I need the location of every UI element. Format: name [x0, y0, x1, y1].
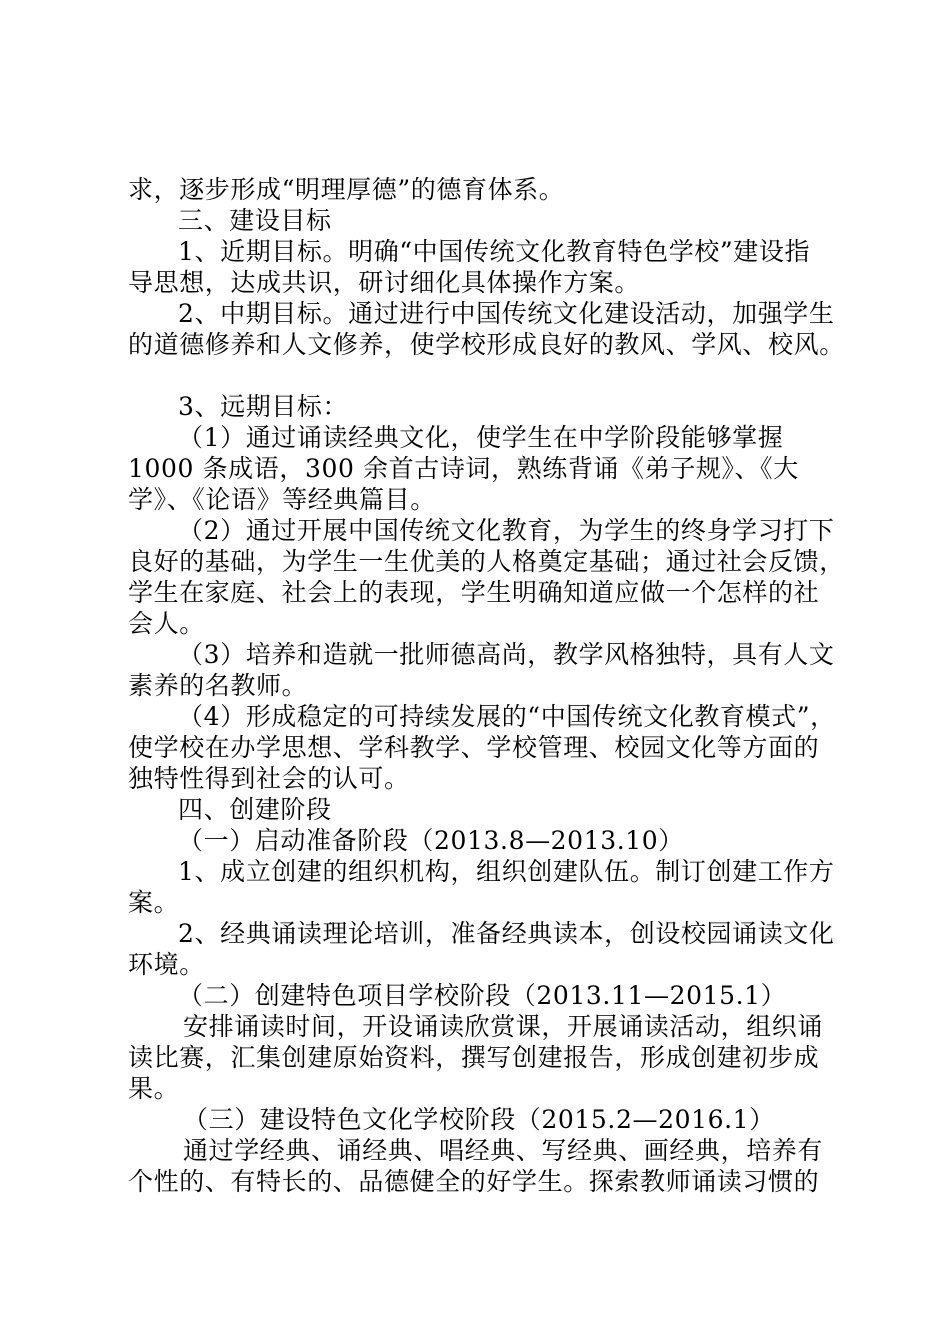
text-line: （4）形成稳定的可持续发展的“中国传统文化教育模式”，: [178, 702, 836, 731]
text-line: 个性的、有特长的、品德健全的好学生。探索教师诵读习惯的: [128, 1167, 820, 1196]
text-line: 的道德修养和人文修养，使学校形成良好的教风、学风、校风。: [128, 330, 845, 359]
text-line: 1、成立创建的组织机构，组织创建队伍。制订创建工作方: [178, 857, 835, 886]
document-body: [128, 174, 850, 1197]
text-line: 独特性得到社会的认可。: [128, 764, 410, 793]
text-line: 良好的基础，为学生一生优美的人格奠定基础；通过社会反馈，: [128, 547, 845, 576]
text-line: 会人。: [128, 609, 205, 638]
text-line: 1、近期目标。明确“中国传统文化教育特色学校”建设指: [178, 237, 811, 266]
text-line: 通过学经典、诵经典、唱经典、写经典、画经典，培养有: [183, 1136, 824, 1165]
subsection-heading: （三）建设特色文化学校阶段（2015.2—2016.1）: [183, 1105, 775, 1134]
subsection-heading: （一）启动准备阶段（2013.8—2013.10）: [178, 826, 684, 855]
text-line: 1000 条成语，300 余首古诗词，熟练背诵《弟子规》、《大: [128, 454, 799, 483]
blank-line: [128, 360, 850, 391]
text-line: 学生在家庭、社会上的表现，学生明确知道应做一个怎样的社: [128, 578, 820, 607]
text-line: 读比赛，汇集创建原始资料，撰写创建报告，形成创建初步成: [128, 1043, 820, 1072]
section-heading: 四、创建阶段: [178, 795, 332, 824]
text-line: 安排诵读时间，开设诵读欣赏课，开展诵读活动，组织诵: [183, 1012, 824, 1041]
text-line: （3）培养和造就一批师德高尚，教学风格独特，具有人文: [178, 640, 835, 669]
text-line: 导思想，达成共识，研讨细化具体操作方案。: [128, 268, 641, 297]
text-line: 学》、《论语》等经典篇目。: [128, 485, 436, 514]
text-line: 果。: [128, 1074, 180, 1103]
text-line: （2）通过开展中国传统文化教育，为学生的终身学习打下: [178, 516, 835, 545]
text-line: 3、远期目标：: [178, 392, 349, 421]
text-line: 案。: [128, 888, 180, 917]
text-line: 求，逐步形成“明理厚德”的德育体系。: [128, 175, 565, 204]
text-line: 使学校在办学思想、学科教学、学校管理、校园文化等方面的: [128, 733, 820, 762]
text-line: 2、中期目标。通过进行中国传统文化建设活动，加强学生: [178, 299, 835, 328]
section-heading: 三、建设目标: [178, 206, 332, 235]
text-line: 环境。: [128, 950, 205, 979]
subsection-heading: （二）创建特色项目学校阶段（2013.11—2015.1）: [178, 981, 787, 1010]
text-line: 2、经典诵读理论培训，准备经典读本，创设校园诵读文化: [178, 919, 835, 948]
text-line: （1）通过诵读经典文化，使学生在中学阶段能够掌握: [178, 423, 784, 452]
text-line: 素养的名教师。: [128, 671, 308, 700]
